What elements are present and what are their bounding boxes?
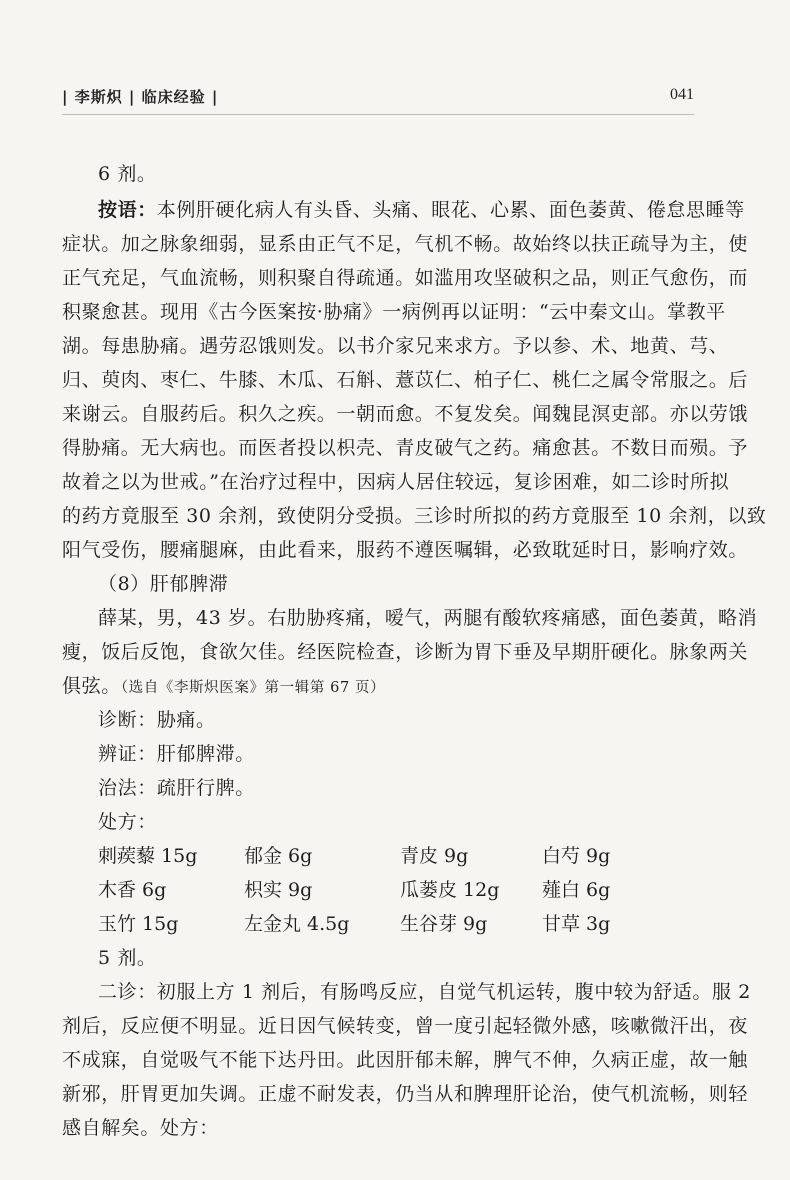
- commentary-line: 阳气受伤，腰痛腿麻，由此看来，服药不遵医嘱辑，必致耽延时日，影响疗效。: [62, 539, 749, 561]
- running-header: [62, 86, 694, 112]
- page-number: 041: [670, 86, 694, 103]
- commentary-line: 的药方竟服至 30 余剂，致使阴分受损。三诊时所拟的药方竟服至 10 余剂，以致: [62, 505, 767, 527]
- commentary-line: 正气充足，气血流畅，则积聚自得疏通。如滥用攻坚破积之品，则正气愈伤，而: [62, 267, 749, 289]
- second-visit-line: 不成寐，自觉吸气不能下达丹田。此因肝郁未解，脾气不伸，久病正虚，故一触: [62, 1049, 749, 1071]
- case-line: 瘦，饭后反饱，食欲欠佳。经医院检查，诊断为胃下垂及早期肝硬化。脉象两关: [62, 641, 749, 663]
- herb-item: 生谷芽 9g: [400, 913, 488, 935]
- commentary-line: 症状。加之脉象细弱，显系由正气不足，气机不畅。故始终以扶正疏导为主，使: [62, 233, 749, 255]
- herb-item: 左金丸 4.5g: [244, 913, 350, 935]
- herb-item: 枳实 9g: [244, 879, 313, 901]
- dose-line: 5 剂。: [98, 947, 157, 969]
- commentary-line: 湖。每患胁痛。遇劳忍饿则发。以书介家兄来求方。予以参、术、地黄、芎、: [62, 335, 729, 357]
- commentary-line: 故着之以为世戒。”在治疗过程中，因病人居住较远，复诊困难，如二诊时所拟: [62, 471, 730, 493]
- commentary-label: 按语：: [98, 199, 157, 221]
- prescription-label: 处方：: [98, 811, 157, 833]
- herb-item: 玉竹 15g: [98, 913, 179, 935]
- commentary-line: 归、萸肉、枣仁、牛膝、木瓜、石斛、薏苡仁、柏子仁、桃仁之属令常服之。后: [62, 369, 749, 391]
- case-last-line: 俱弦。: [62, 675, 121, 697]
- commentary-line: 积聚愈甚。现用《古今医案按·胁痛》一病例再以证明：“云中秦文山。掌教平: [62, 301, 726, 323]
- case-line: [62, 672, 702, 700]
- header-rule: [62, 114, 694, 115]
- treatment-label: 治法：: [98, 777, 157, 799]
- differentiation-label: 辨证：: [98, 743, 157, 765]
- commentary-line: 得胁痛。无大病也。而医者投以枳壳、青皮破气之药。痛愈甚。不数日而殒。予: [62, 437, 749, 459]
- treatment-value: 疏肝行脾。: [156, 777, 255, 799]
- treatment-line: [62, 774, 738, 802]
- herb-item: 青皮 9g: [400, 845, 469, 867]
- header-title: | 李斯炽 | 临床经验 |: [62, 88, 219, 106]
- case-line: 薛某，男，43 岁。右肋胁疼痛，嗳气，两腿有酸软疼痛感，面色萎黄，略消: [98, 607, 758, 629]
- dose-line: 6 剂。: [98, 163, 157, 185]
- herb-item: 瓜蒌皮 12g: [400, 879, 500, 901]
- commentary-line: 来谢云。自服药后。积久之疾。一朝而愈。不复发矣。闻魏昆溟吏部。亦以劳饿: [62, 403, 749, 425]
- diagnosis-line: [62, 706, 738, 734]
- case-source: （选自《李斯炽医案》第一辑第 67 页）: [120, 680, 386, 696]
- herb-item: 木香 6g: [98, 879, 167, 901]
- herb-item: 白芍 9g: [542, 845, 611, 867]
- commentary-text: 本例肝硬化病人有头昏、头痛、眼花、心累、面色萎黄、倦怠思睡等: [156, 199, 745, 221]
- second-visit-line: 感自解矣。处方：: [62, 1117, 219, 1139]
- differentiation-line: [62, 740, 738, 768]
- second-visit-line: 二诊：初服上方 1 剂后，有肠鸣反应，自觉气机运转，腹中较为舒适。服 2: [98, 981, 751, 1003]
- second-visit-line: 新邪，肝胃更加失调。正虚不耐发表，仍当从和脾理肝论治，使气机流畅，则轻: [62, 1083, 749, 1105]
- differentiation-value: 肝郁脾滞。: [156, 743, 255, 765]
- diagnosis-label: 诊断：: [98, 709, 157, 731]
- second-visit-line: 剂后，反应便不明显。近日因气候转变，曾一度引起轻微外感，咳嗽微汗出，夜: [62, 1015, 749, 1037]
- herb-item: 薤白 6g: [542, 879, 611, 901]
- herb-item: 郁金 6g: [244, 845, 313, 867]
- section-heading: （8）肝郁脾滞: [98, 573, 229, 595]
- commentary-line: [62, 196, 745, 224]
- diagnosis-value: 胁痛。: [156, 709, 216, 731]
- herb-item: 刺蒺藜 15g: [98, 845, 198, 867]
- herb-item: 甘草 3g: [542, 913, 611, 935]
